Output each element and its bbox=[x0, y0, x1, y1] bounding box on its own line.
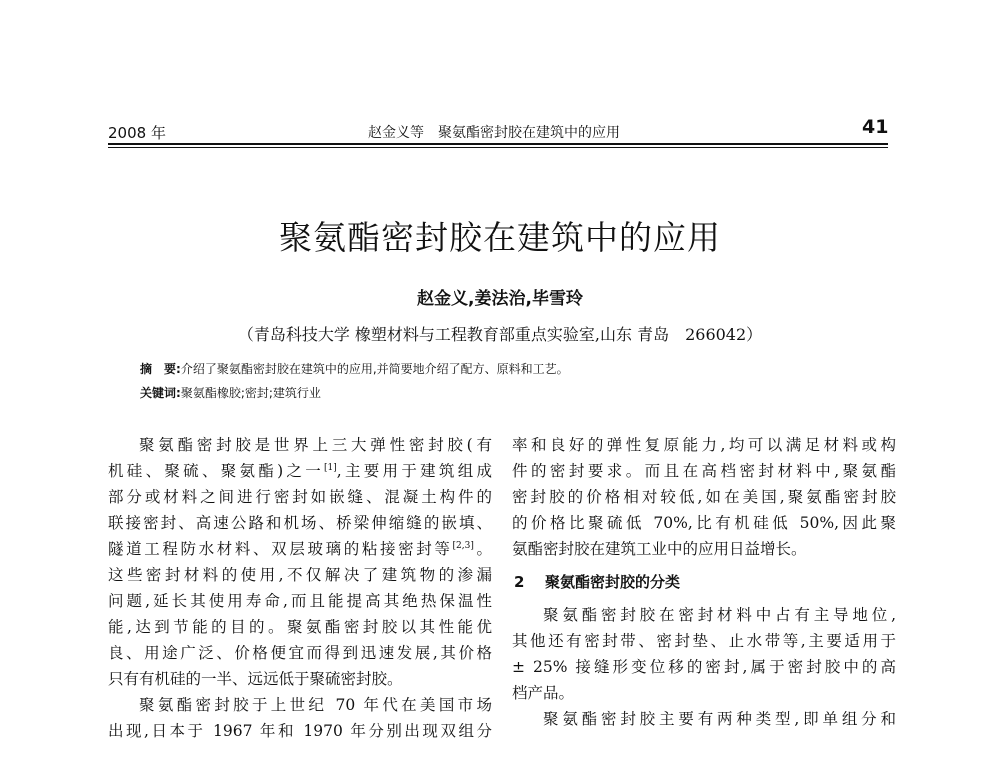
keywords-text: 聚氨酯橡胶;密封;建筑行业 bbox=[180, 386, 321, 400]
body-line: 聚氨酯密封胶是世界上三大弹性密封胶(有 bbox=[139, 436, 492, 454]
body-text: 。 bbox=[473, 540, 492, 558]
body-line: 良、用途广泛、价格便宜而得到迅速发展,其价格 bbox=[108, 644, 492, 662]
body-line: 出现,日本于 1967 年和 1970 年分别出现双组分 bbox=[108, 722, 492, 740]
body-line: 氨酯密封胶在建筑工业中的应用日益增长。 bbox=[512, 540, 807, 558]
paper-authors: 赵金义,姜法治,毕雪玲 bbox=[417, 289, 583, 309]
body-line: ± 25% 接缝形变位移的密封,属于密封胶中的高 bbox=[512, 658, 896, 676]
body-line: 联接密封、高速公路和机场、桥梁伸缩缝的嵌填、 bbox=[108, 514, 492, 532]
body-line: 这些密封材料的使用,不仅解决了建筑物的渗漏 bbox=[108, 566, 492, 584]
section-title: 聚氨酯密封胶的分类 bbox=[545, 573, 681, 591]
header-running-title: 赵金义等 聚氨酯密封胶在建筑中的应用 bbox=[368, 125, 620, 141]
header-rule-thick bbox=[108, 143, 888, 145]
body-line: 能,达到节能的目的。聚氨酯密封胶以其性能优 bbox=[108, 618, 492, 636]
paper-affiliation: （青岛科技大学 橡塑材料与工程教育部重点实验室,山东 青岛 266042） bbox=[237, 325, 763, 344]
paper-title: 聚氨酯密封胶在建筑中的应用 bbox=[279, 218, 721, 257]
abstract-text: 介绍了聚氨酯密封胶在建筑中的应用,并简要地介绍了配方、原料和工艺。 bbox=[180, 362, 569, 376]
body-text: 隧道工程防水材料、双层玻璃的粘接密封等 bbox=[108, 540, 453, 558]
citation-ref: [2,3] bbox=[452, 541, 474, 551]
body-line: 只有有机硅的一半、远远低于聚硫密封胶。 bbox=[108, 670, 403, 688]
citation-ref: [1] bbox=[324, 463, 337, 473]
section-number: 2 bbox=[514, 573, 525, 591]
keywords bbox=[140, 384, 321, 401]
section-heading bbox=[512, 562, 896, 602]
body-line: 部分或材料之间进行密封如嵌缝、混凝土构件的 bbox=[108, 488, 492, 506]
header-rule-thin bbox=[108, 147, 888, 148]
body-text: 机硅、聚硫、聚氨酯)之一 bbox=[108, 462, 324, 480]
body-line: 问题,延长其使用寿命,而且能提高其绝热保温性 bbox=[108, 592, 492, 610]
header-year: 2008 年 bbox=[108, 124, 166, 142]
body-line: 聚氨酯密封胶于上世纪 70 年代在美国市场 bbox=[139, 696, 492, 714]
keywords-label: 关键词: bbox=[140, 386, 181, 400]
body-line: 聚氨酯密封胶在密封材料中占有主导地位, bbox=[543, 606, 896, 624]
body-line: 的价格比聚硫低 70%,比有机硅低 50%,因此聚 bbox=[512, 514, 896, 532]
body-line: 率和良好的弹性复原能力,均可以满足材料或构 bbox=[512, 436, 896, 454]
body-line: 件的密封要求。而且在高档密封材料中,聚氨酯 bbox=[512, 462, 896, 480]
body-line: 密封胶的价格相对较低,如在美国,聚氨酯密封胶 bbox=[512, 488, 896, 506]
abstract-label: 摘 要: bbox=[140, 362, 181, 376]
body-line: 聚氨酯密封胶主要有两种类型,即单组分和 bbox=[543, 710, 896, 728]
body-line bbox=[108, 458, 492, 484]
body-column-left bbox=[108, 432, 492, 744]
body-text: ,主要用于建筑组成 bbox=[336, 462, 492, 480]
abstract bbox=[140, 360, 569, 377]
body-line: 其他还有密封带、密封垫、止水带等,主要适用于 bbox=[512, 632, 896, 650]
body-line bbox=[108, 536, 492, 562]
body-column-right bbox=[512, 432, 896, 732]
body-line: 档产品。 bbox=[512, 684, 575, 702]
header-page-number: 41 bbox=[862, 116, 889, 138]
